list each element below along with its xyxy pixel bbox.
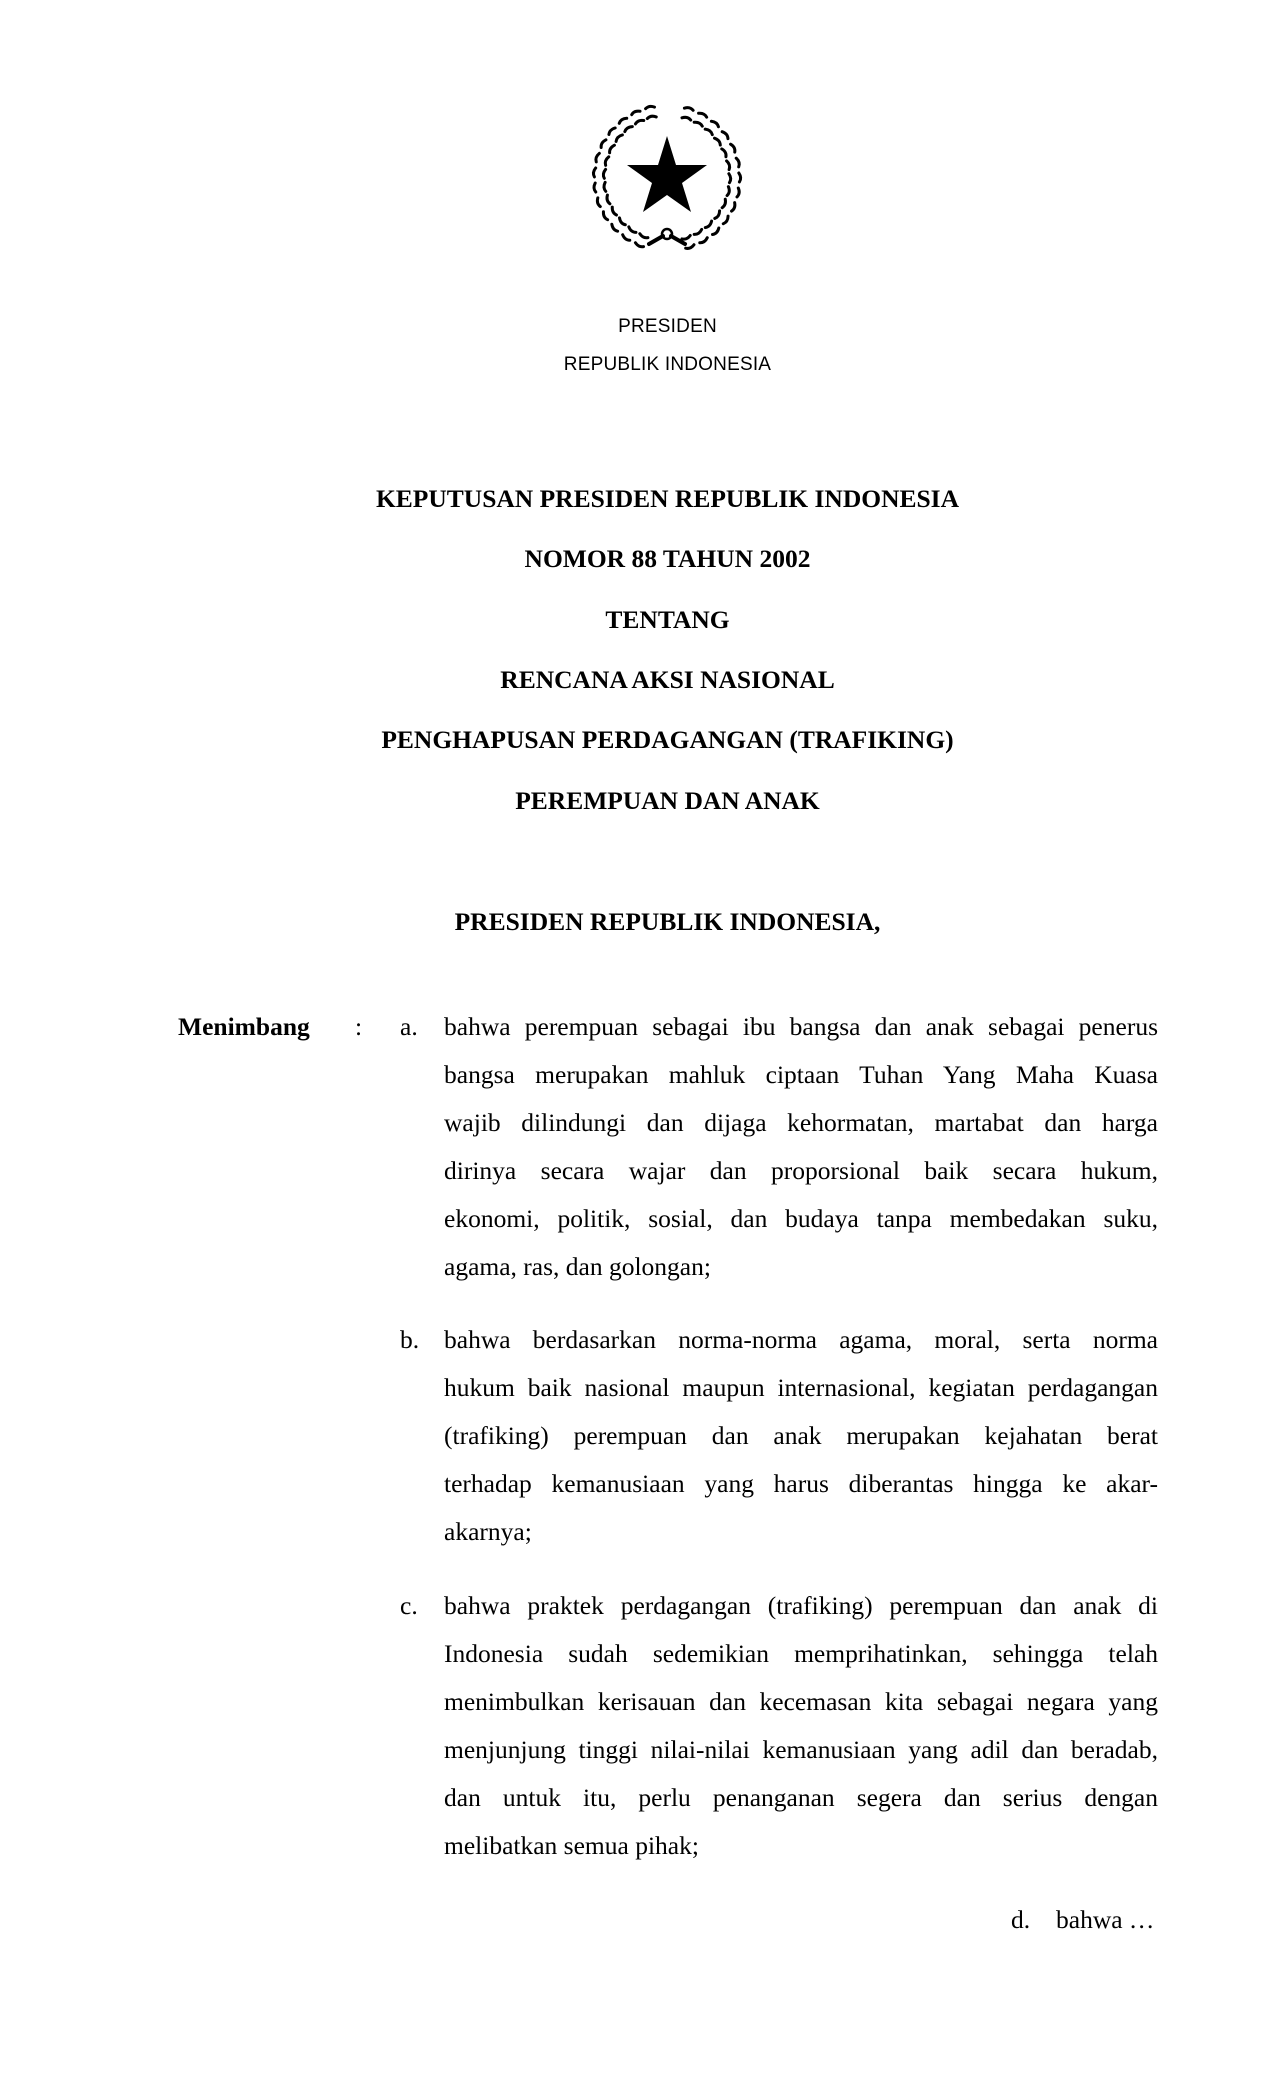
item-text-line: dan untuk itu, perlu penanganan segera dan serius dengan (444, 1783, 1158, 1812)
item-marker: a. (400, 1012, 418, 1041)
item-text-line: bahwa perempuan sebagai ibu bangsa dan anak sebagai penerus (444, 1012, 1158, 1041)
item-text-line: melibatkan semua pihak; (444, 1831, 699, 1860)
title-number: NOMOR 88 TAHUN 2002 (524, 544, 811, 573)
continuation-marker: d. (1011, 1905, 1031, 1934)
wreath-leaf (705, 129, 712, 135)
wreath-leaf (610, 145, 615, 153)
wreath-leaf (727, 161, 730, 170)
wreath-leaf (739, 173, 741, 182)
wreath-leaf (700, 238, 708, 243)
wreath-leaf (699, 113, 707, 117)
wreath-leaf (612, 224, 618, 231)
wreath-leaf (620, 218, 626, 225)
title-subject-3: PEREMPUAN DAN ANAK (515, 786, 820, 815)
wreath-leaf (603, 212, 607, 220)
wreath-leaf (705, 221, 711, 228)
wreath-leaf (694, 122, 702, 126)
letterhead-presiden: PRESIDEN (618, 316, 717, 337)
item-text-line: bangsa merupakan mahluk ciptaan Tuhan Yang Maha Kuasa (444, 1060, 1158, 1089)
wreath-leaf (711, 121, 718, 127)
wreath-leaf (712, 228, 718, 235)
wreath-leaf (731, 144, 735, 152)
item-text-line: menimbulkan kerisauan dan kecemasan kita sebagai negara yang (444, 1687, 1158, 1716)
wreath-leaf (682, 117, 691, 120)
wreath-leaf (694, 229, 702, 234)
title-subject-2: PENGHAPUSAN PERDAGANGAN (TRAFIKING) (381, 725, 954, 754)
wreath-leaf (682, 235, 690, 239)
wreath-leaf (640, 234, 648, 238)
item-text-line: bahwa praktek perdagangan (trafiking) perempuan dan anak di (444, 1591, 1158, 1620)
item-text-line: (trafiking) perempuan dan anak merupakan kejahatan berat (444, 1421, 1158, 1450)
wreath-leaf (612, 207, 616, 215)
wreath-leaf (593, 168, 595, 177)
item-text-line: bahwa berdasarkan norma-norma agama, moral, serta norma (444, 1325, 1158, 1354)
wreath-leaf (686, 245, 694, 249)
item-text-line: terhadap kemanusiaan yang harus diberantas hingga ke akar- (444, 1469, 1158, 1498)
item-text-line: hukum baik nasional maupun internasional, kegiatan perdagangan (444, 1373, 1158, 1402)
item-text-line: Indonesia sudah sedemikian memprihatinkan, sehingga telah (444, 1639, 1158, 1668)
wreath-leaf (722, 149, 726, 157)
state-emblem-icon (587, 98, 747, 260)
wreath-leaf (609, 128, 615, 134)
wreath-leaf (727, 187, 729, 196)
wreath-leaf (632, 111, 640, 115)
wreath-leaf (722, 199, 725, 208)
wreath-leaf (736, 158, 739, 167)
wreath-leaf (623, 235, 630, 241)
wreath-leaf (607, 195, 610, 204)
wreath-leaf (604, 182, 606, 191)
wreath-leaf (737, 188, 739, 197)
continuation-text: bahwa … (1056, 1905, 1155, 1934)
wreath-leaf (714, 138, 720, 145)
wreath-leaf (635, 243, 643, 247)
menimbang-colon: : (355, 1012, 363, 1041)
wreath-leaf (601, 140, 606, 148)
wreath-leaf (647, 116, 656, 118)
wreath-leaf (629, 227, 636, 233)
wreath-leaf (625, 127, 633, 132)
wreath-leaf (723, 216, 728, 224)
item-marker: c. (400, 1591, 418, 1620)
wreath-leaf (635, 120, 643, 124)
wreath-leaf (732, 203, 735, 212)
wreath-leaf (596, 153, 599, 162)
item-text-line: ekonomi, politik, sosial, dan budaya tanpa membedakan suku, (444, 1204, 1158, 1233)
wreath-leaf (722, 132, 728, 139)
title-decree: KEPUTUSAN PRESIDEN REPUBLIK INDONESIA (375, 484, 960, 513)
wreath-leaf (594, 183, 596, 192)
wreath-leaf (646, 106, 655, 108)
wreath-leaf (603, 169, 605, 178)
item-marker: b. (400, 1325, 420, 1354)
title-tentang: TENTANG (605, 605, 730, 634)
preamble: PRESIDEN REPUBLIK INDONESIA, (454, 907, 881, 936)
item-text-line: dirinya secara wajar dan proporsional baik secara hukum, (444, 1156, 1158, 1185)
wreath-leaf (616, 135, 622, 142)
letterhead-republik-indonesia: REPUBLIK INDONESIA (563, 354, 772, 375)
wreath-leaf (684, 108, 693, 111)
item-text-line: wajib dilindungi dan dijaga kehormatan, martabat dan harga (444, 1108, 1158, 1137)
wreath-leaf (597, 198, 600, 207)
menimbang-label: Menimbang (178, 1012, 310, 1041)
wreath-leaf (715, 211, 720, 219)
item-text-line: akarnya; (444, 1517, 532, 1546)
title-subject-1: RENCANA AKSI NASIONAL (500, 665, 835, 694)
wreath-leaf (605, 157, 608, 166)
wreath-leaf (619, 118, 627, 123)
item-text-line: menjunjung tinggi nilai-nilai kemanusiaan yang adil dan beradab, (444, 1735, 1158, 1764)
item-text-line: agama, ras, dan golongan; (444, 1252, 711, 1281)
wreath-leaf (729, 174, 731, 183)
